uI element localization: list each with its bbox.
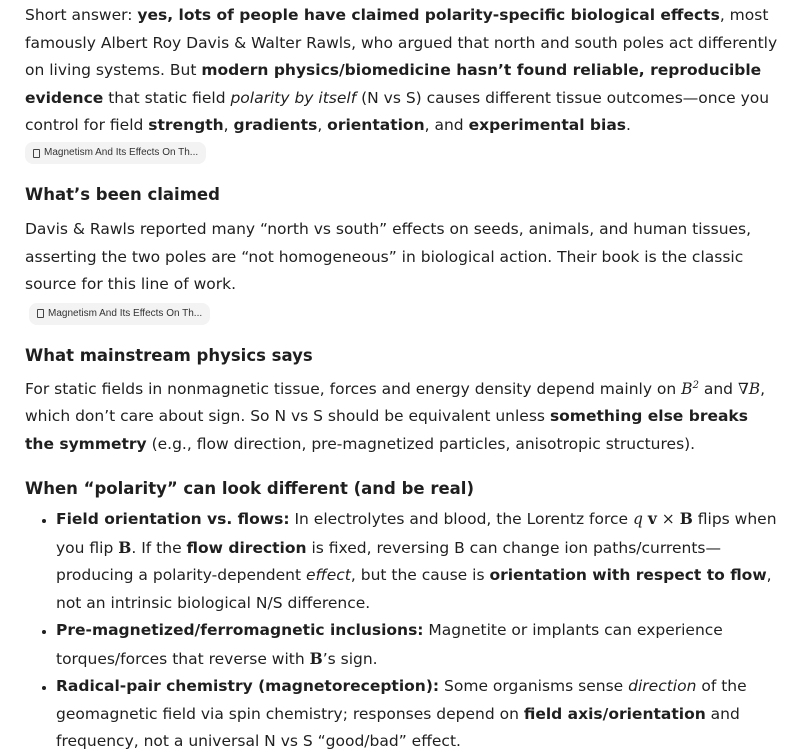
citation-chip[interactable]: Magnetism And Its Effects On Th... [29, 303, 210, 325]
list-item: • Pre-magnetized/ferromagnetic inclusions: Magnetite or implants can experience torques/forces that reverse with B’s sign. [56, 617, 782, 673]
list-item: • Radical-pair chemistry (magnetoreception): Some organisms sense direction of the geomagnetic field via spin chemistry; responses depend on field axis/orientation and frequency, not a universal N vs S “good/bad” effect. [56, 673, 782, 756]
intro-paragraph: Short answer: yes, lots of people have claimed polarity-specific biological effects, most famously Albert Roy Davis & Walter Rawls, who argued that north and south poles act differently on living systems. But modern physics/biomedicine hasn’t found reliable, reproducible evidence that static field polarity by itself (N vs S) causes different tissue outcomes—once you control for field strength, gradients, orientation, and experimental bias. Magnetism And Its Effects On Th... [25, 2, 782, 167]
math-b-squared: $B^2$ [681, 379, 699, 398]
document-icon [37, 309, 44, 318]
list-item: • Field orientation vs. flows: In electrolytes and blood, the Lorentz force q v × B flips when you flip B. If the flow direction is fixed, reversing B can change ion paths/currents—producing a polarity-dependent effect, but the cause is orientation with respect to flow, not an intrinsic biological N/S difference. [56, 505, 782, 617]
section-heading-claimed: What’s been claimed [25, 185, 220, 204]
citation-chip[interactable]: Magnetism And Its Effects On Th... [25, 142, 206, 164]
section-heading-polarity: When “polarity” can look different (and be real) [25, 479, 474, 498]
polarity-list [25, 505, 782, 756]
document-icon [33, 149, 40, 158]
section-heading-mainstream: What mainstream physics says [25, 345, 313, 365]
mainstream-paragraph: For static fields in nonmagnetic tissue, forces and energy density depend mainly on $B^2$ and ∇B, which don’t care about sign. So N vs S should be equivalent unless something else breaks the symmetry (e.g., flow direction, pre-magnetized particles, anisotropic structures). [25, 379, 766, 453]
math-gradient-b: ∇B [737, 379, 761, 398]
claimed-paragraph: Davis & Rawls reported many “north vs south” effects on seeds, animals, and human tissues, asserting the two poles are “not homogeneous” in biological action. Their book is the classic source for this line of work. [25, 220, 752, 293]
